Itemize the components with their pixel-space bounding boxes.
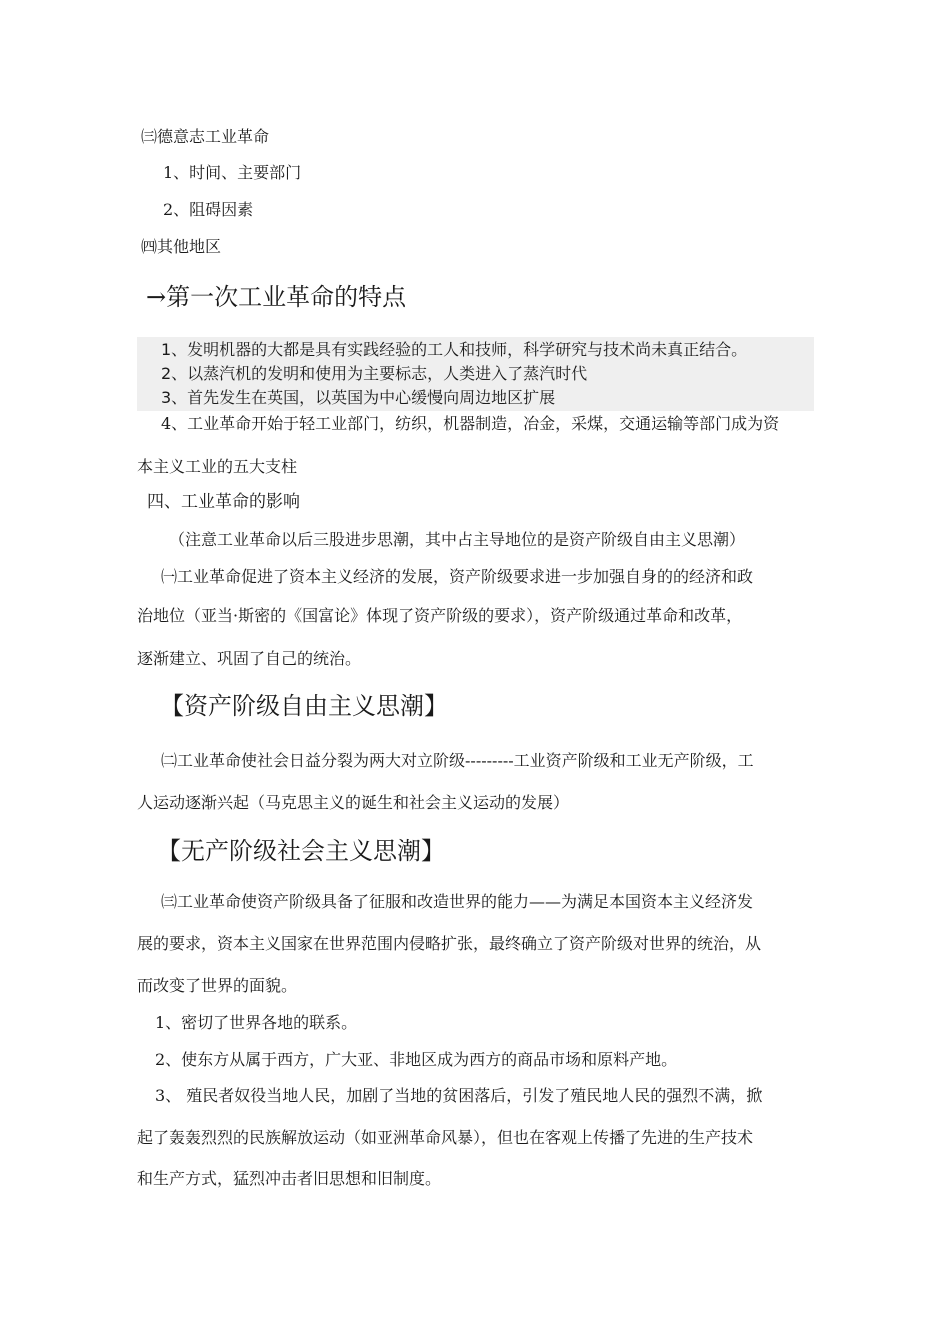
liberalism-heading: 【资产阶级自由主义思潮】 (160, 692, 448, 720)
impact-note: （注意工业革命以后三股进步思潮，其中占主导地位的是资产阶级自由主义思潮） (169, 530, 746, 549)
feature-item-4-line-2: 本主义工业的五大支柱 (137, 457, 298, 476)
feature-item-4-line-1: 4、工业革命开始于轻工业部门，纺织，机器制造，冶金，采煤，交通运输等部门成为资 (161, 414, 780, 433)
impact-title: 四、工业革命的影响 (147, 492, 300, 512)
impact-2-line-1: ㈡工业革命使社会日益分裂为两大对立阶级---------工业资产阶级和工业无产阶级，工 (161, 751, 754, 770)
impact-1-line-2: 治地位（亚当·斯密的《国富论》体现了资产阶级的要求），资产阶级通过革命和改革， (137, 606, 743, 625)
impact-2-line-2: 人运动逐渐兴起（马克思主义的诞生和社会主义运动的发展） (137, 793, 570, 812)
impact-3-item-3-line-2: 起了轰轰烈烈的民族解放运动（如亚洲革命风暴），但也在客观上传播了先进的生产技术 (137, 1128, 754, 1147)
socialism-heading: 【无产阶级社会主义思潮】 (157, 837, 445, 865)
impact-3-item-1: 1、密切了世界各地的联系。 (155, 1013, 358, 1032)
impact-3-line-3: 而改变了世界的面貌。 (137, 976, 298, 995)
section-3-item-1: 1、时间、主要部门 (163, 163, 302, 182)
section-3-item-2: 2、阻碍因素 (163, 200, 254, 219)
impact-1-line-1: ㈠工业革命促进了资本主义经济的发展，资产阶级要求进一步加强自身的的经济和政 (161, 567, 754, 586)
impact-1-line-3: 逐渐建立、巩固了自己的统治。 (137, 649, 362, 668)
section-3-title: ㈢德意志工业革命 (141, 127, 270, 146)
feature-item-2: 2、以蒸汽机的发明和使用为主要标志，人类进入了蒸汽时代 (161, 364, 588, 383)
feature-item-3: 3、首先发生在英国，以英国为中心缓慢向周边地区扩展 (161, 388, 556, 407)
features-heading: →第一次工业革命的特点 (146, 283, 407, 311)
impact-3-item-2: 2、使东方从属于西方，广大亚、非地区成为西方的商品市场和原料产地。 (155, 1050, 678, 1069)
feature-item-1: 1、发明机器的大都是具有实践经验的工人和技师，科学研究与技术尚未真正结合。 (161, 340, 748, 359)
impact-3-item-3-line-3: 和生产方式，猛烈冲击者旧思想和旧制度。 (137, 1169, 442, 1188)
impact-3-line-1: ㈢工业革命使资产阶级具备了征服和改造世界的能力——为满足本国资本主义经济发 (161, 892, 754, 911)
impact-3-item-3-line-1: 3、 殖民者奴役当地人民，加剧了当地的贫困落后，引发了殖民地人民的强烈不满，掀 (155, 1086, 763, 1105)
impact-3-line-2: 展的要求，资本主义国家在世界范围内侵略扩张，最终确立了资产阶级对世界的统治，从 (137, 934, 762, 953)
section-4-title: ㈣其他地区 (141, 237, 222, 256)
